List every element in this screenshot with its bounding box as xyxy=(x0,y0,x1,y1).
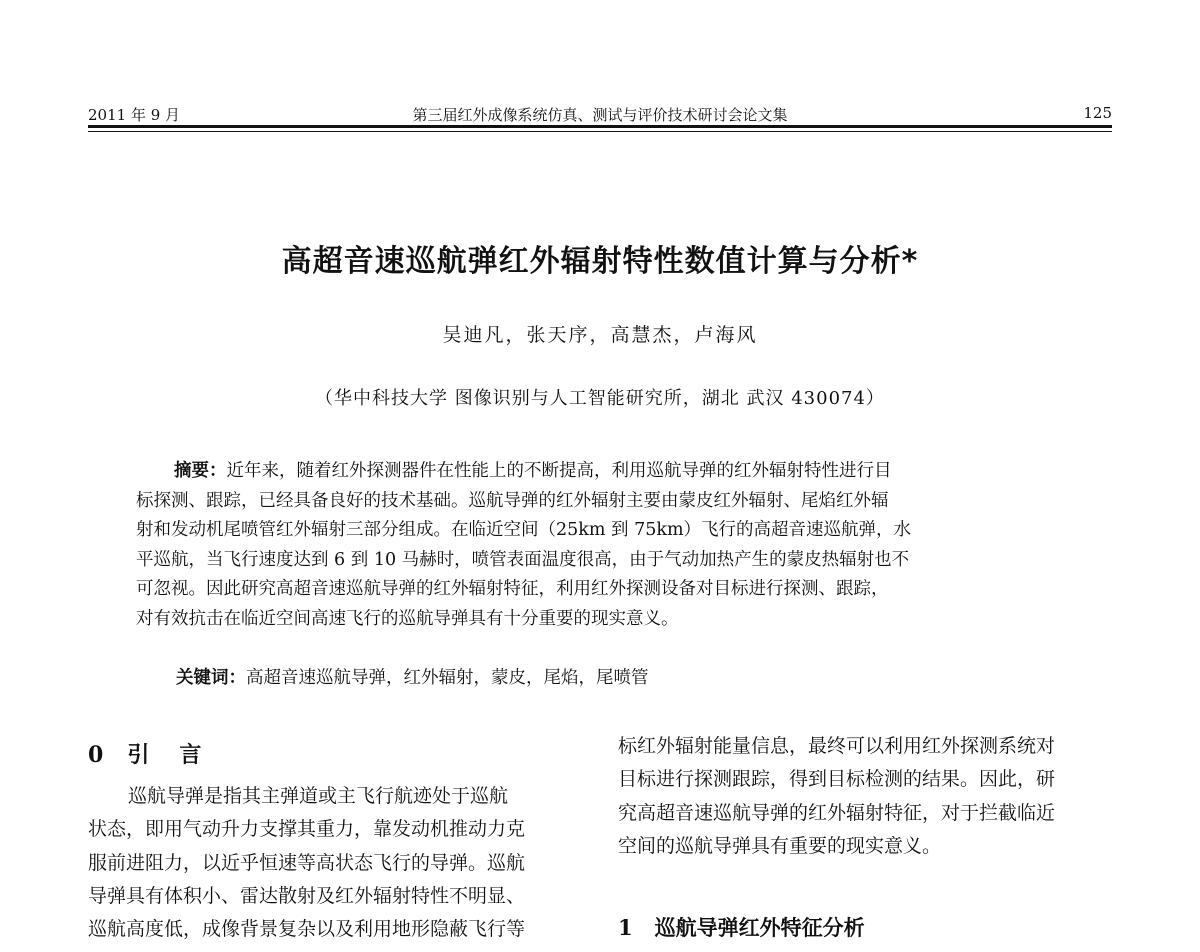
section-1-title: 巡航导弹红外特征分析 xyxy=(654,916,865,940)
left-column xyxy=(88,780,525,946)
section-0-heading xyxy=(88,738,203,769)
header-rule-thin xyxy=(88,131,1112,132)
body-line: 巡航导弹是指其主弹道或主飞行航迹处于巡航 xyxy=(128,785,509,807)
body-line: 导弹具有体积小、雷达散射及红外辐射特性不明显、 xyxy=(88,884,526,907)
body-line: 服前进阻力，以近乎恒速等高状态飞行的导弹。巡航 xyxy=(88,851,526,874)
abstract-line: 平巡航，当飞行速度达到 6 到 10 马赫时，喷管表面温度很高，由于气动加热产生的蒙皮热辐射也不 xyxy=(136,549,910,570)
keywords-label: 关键词： xyxy=(176,668,246,688)
body-line: 究高超音速巡航导弹的红外辐射特征，对于拦截临近 xyxy=(618,801,1056,824)
header-journal-title: 第三届红外成像系统仿真、测试与评价技术研讨会论文集 xyxy=(412,106,788,124)
section-1-heading xyxy=(618,912,865,942)
section-1-number: 1 xyxy=(618,915,633,940)
keywords xyxy=(176,664,649,689)
right-column xyxy=(618,730,1055,863)
abstract-label: 摘要： xyxy=(174,461,227,481)
header-rule-thick xyxy=(88,125,1112,128)
affiliation: （华中科技大学 图像识别与人工智能研究所，湖北 武汉 430074） xyxy=(315,388,885,409)
body-line: 状态，即用气动升力支撑其重力，靠发动机推动力克 xyxy=(88,818,526,841)
section-0-number: 0 xyxy=(88,742,106,768)
abstract-line xyxy=(136,457,1068,487)
abstract-line: 对有效抗击在临近空间高速飞行的巡航导弹具有十分重要的现实意义。 xyxy=(136,608,679,629)
header-date: 2011 年 9 月 xyxy=(88,106,181,124)
section-0-title-b: 言 xyxy=(179,743,204,768)
abstract xyxy=(136,457,1068,635)
abstract-line: 射和发动机尾喷管红外辐射三部分组成。在临近空间（25km 到 75km）飞行的高超音速巡航弹，水 xyxy=(136,520,912,541)
authors: 吴迪凡，张天序，高慧杰，卢海风 xyxy=(442,324,758,346)
paper-title: 高超音速巡航弹红外辐射特性数值计算与分析* xyxy=(281,244,919,279)
body-line: 巡航高度低，成像背景复杂以及利用地形隐蔽飞行等 xyxy=(88,918,526,941)
page-number: 125 xyxy=(1083,104,1112,122)
section-0-title-a: 引 xyxy=(127,743,152,768)
body-line: 空间的巡航导弹具有重要的现实意义。 xyxy=(618,834,942,857)
abstract-text: 近年来，随着红外探测器件在性能上的不断提高，利用巡航导弹的红外辐射特性进行目 xyxy=(226,461,892,481)
keywords-text: 高超音速巡航导弹，红外辐射，蒙皮，尾焰，尾喷管 xyxy=(246,668,649,688)
abstract-line: 可忽视。因此研究高超音速巡航导弹的红外辐射特征，利用红外探测设备对目标进行探测、跟踪， xyxy=(136,579,889,600)
body-line: 标红外辐射能量信息，最终可以利用红外探测系统对 xyxy=(618,735,1056,757)
abstract-line: 标探测、跟踪，已经具备良好的技术基础。巡航导弹的红外辐射主要由蒙皮红外辐射、尾焰红外辐 xyxy=(136,490,889,511)
body-line: 目标进行探测跟踪，得到目标检测的结果。因此，研 xyxy=(618,768,1056,791)
